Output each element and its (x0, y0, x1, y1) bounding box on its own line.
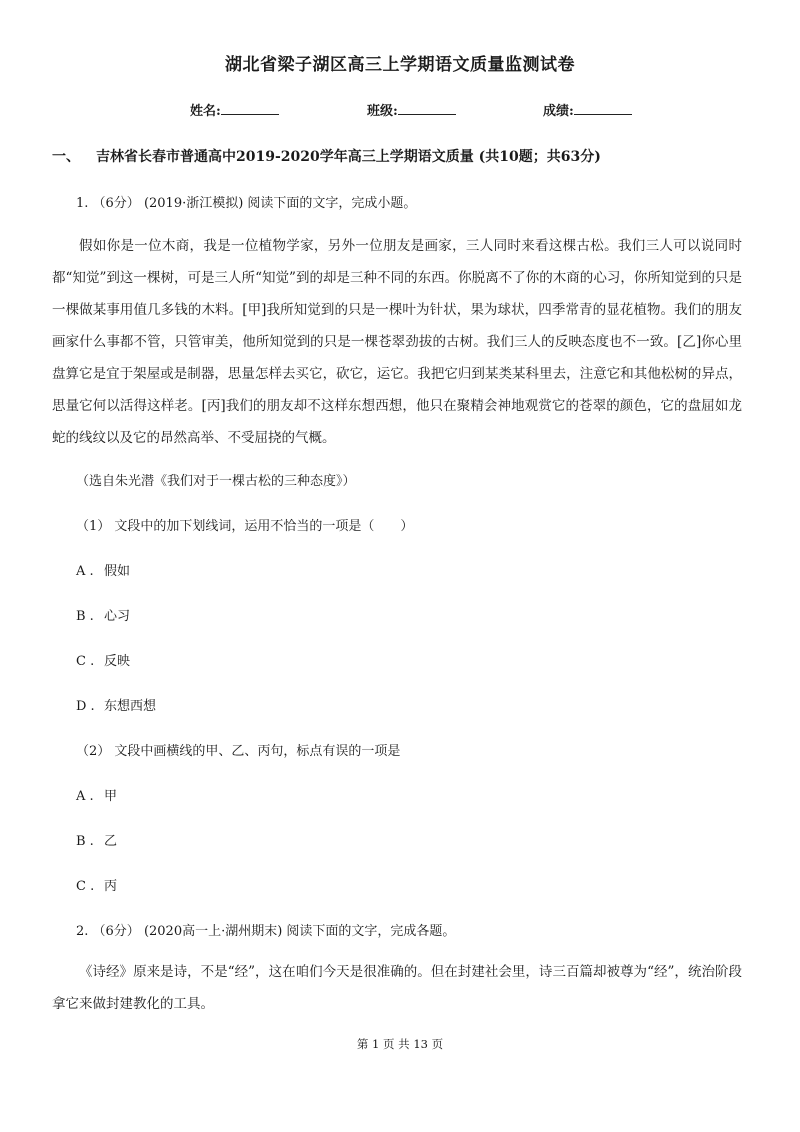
name-blank[interactable] (221, 102, 279, 115)
option-d[interactable]: D . 东想西想 (76, 699, 157, 714)
option-a[interactable]: A . 甲 (76, 789, 118, 804)
class-blank[interactable] (398, 102, 456, 115)
section-number: 一、 (52, 149, 80, 165)
subquestion-2-prompt: （2） 文段中画横线的甲、乙、丙句，标点有误的一项是 (76, 744, 401, 759)
score-blank[interactable] (574, 102, 632, 115)
section-title: 吉林省长春市普通高中2019-2020学年高三上学期语文质量 (共10题；共63分) (96, 149, 601, 165)
score-field (543, 100, 632, 119)
option-c[interactable]: C . 反映 (76, 654, 131, 669)
document-title: 湖北省梁子湖区高三上学期语文质量监测试卷 (225, 55, 575, 75)
student-info-row (0, 100, 800, 120)
option-b[interactable]: B . 乙 (76, 834, 118, 849)
option-a[interactable]: A . 假如 (76, 564, 131, 579)
question-1-passage: 假如你是一位木商，我是一位植物学家，另外一位朋友是画家，三人同时来看这棵古松。我们三人可以说同时都“知觉”到这一棵树，可是三人所“知觉”到的却是三种不同的东西。你脱离不了你的木商的心习，你所知觉到的只是一棵做某事用值几多钱的木料。[甲]我所知觉到的只是一棵叶为针状，果为球状，四季常青的显花植物。我们的朋友画家什么事都不管，只管审美，他所知觉到的只是一棵苍翠劲拔的古树。我们三人的反映态度也不一致。[乙]你心里盘算它是宜于架屋或是制器，思量怎样去买它，砍它，运它。我把它归到某类某科里去，注意它和其他松树的异点，思量它何以活得这样老。[丙]我们的朋友却不这样东想西想，他只在聚精会神地观赏它的苍翠的颜色，它的盘屈如龙蛇的线纹以及它的昂然高举、不受屈挠的气概。 (52, 238, 742, 446)
class-label: 班级: (367, 104, 398, 119)
question-1-header: 1. （6分） (2019·浙江模拟) 阅读下面的文字，完成小题。 (76, 196, 417, 211)
section-heading (52, 146, 760, 166)
question-2-header: 2. （6分） (2020高一上·湖州期末) 阅读下面的文字，完成各题。 (76, 924, 456, 939)
page-footer: 第 1 页 共 13 页 (356, 1037, 444, 1051)
class-field (367, 100, 456, 119)
question-1-source: （选自朱光潜《我们对于一棵古松的三种态度》） (76, 474, 356, 489)
question-2-passage: 《诗经》原来是诗，不是“经”，这在咱们今天是很准确的。但在封建社会里，诗三百篇却被尊为“经”，统治阶段拿它来做封建教化的工具。 (52, 964, 742, 1012)
option-b[interactable]: B . 心习 (76, 609, 131, 624)
name-field (190, 100, 279, 119)
option-c[interactable]: C . 丙 (76, 879, 118, 894)
subquestion-1-prompt: （1） 文段中的加下划线词，运用不恰当的一项是（ ） (76, 519, 414, 534)
score-label: 成绩: (543, 104, 574, 119)
name-label: 姓名: (190, 104, 221, 119)
